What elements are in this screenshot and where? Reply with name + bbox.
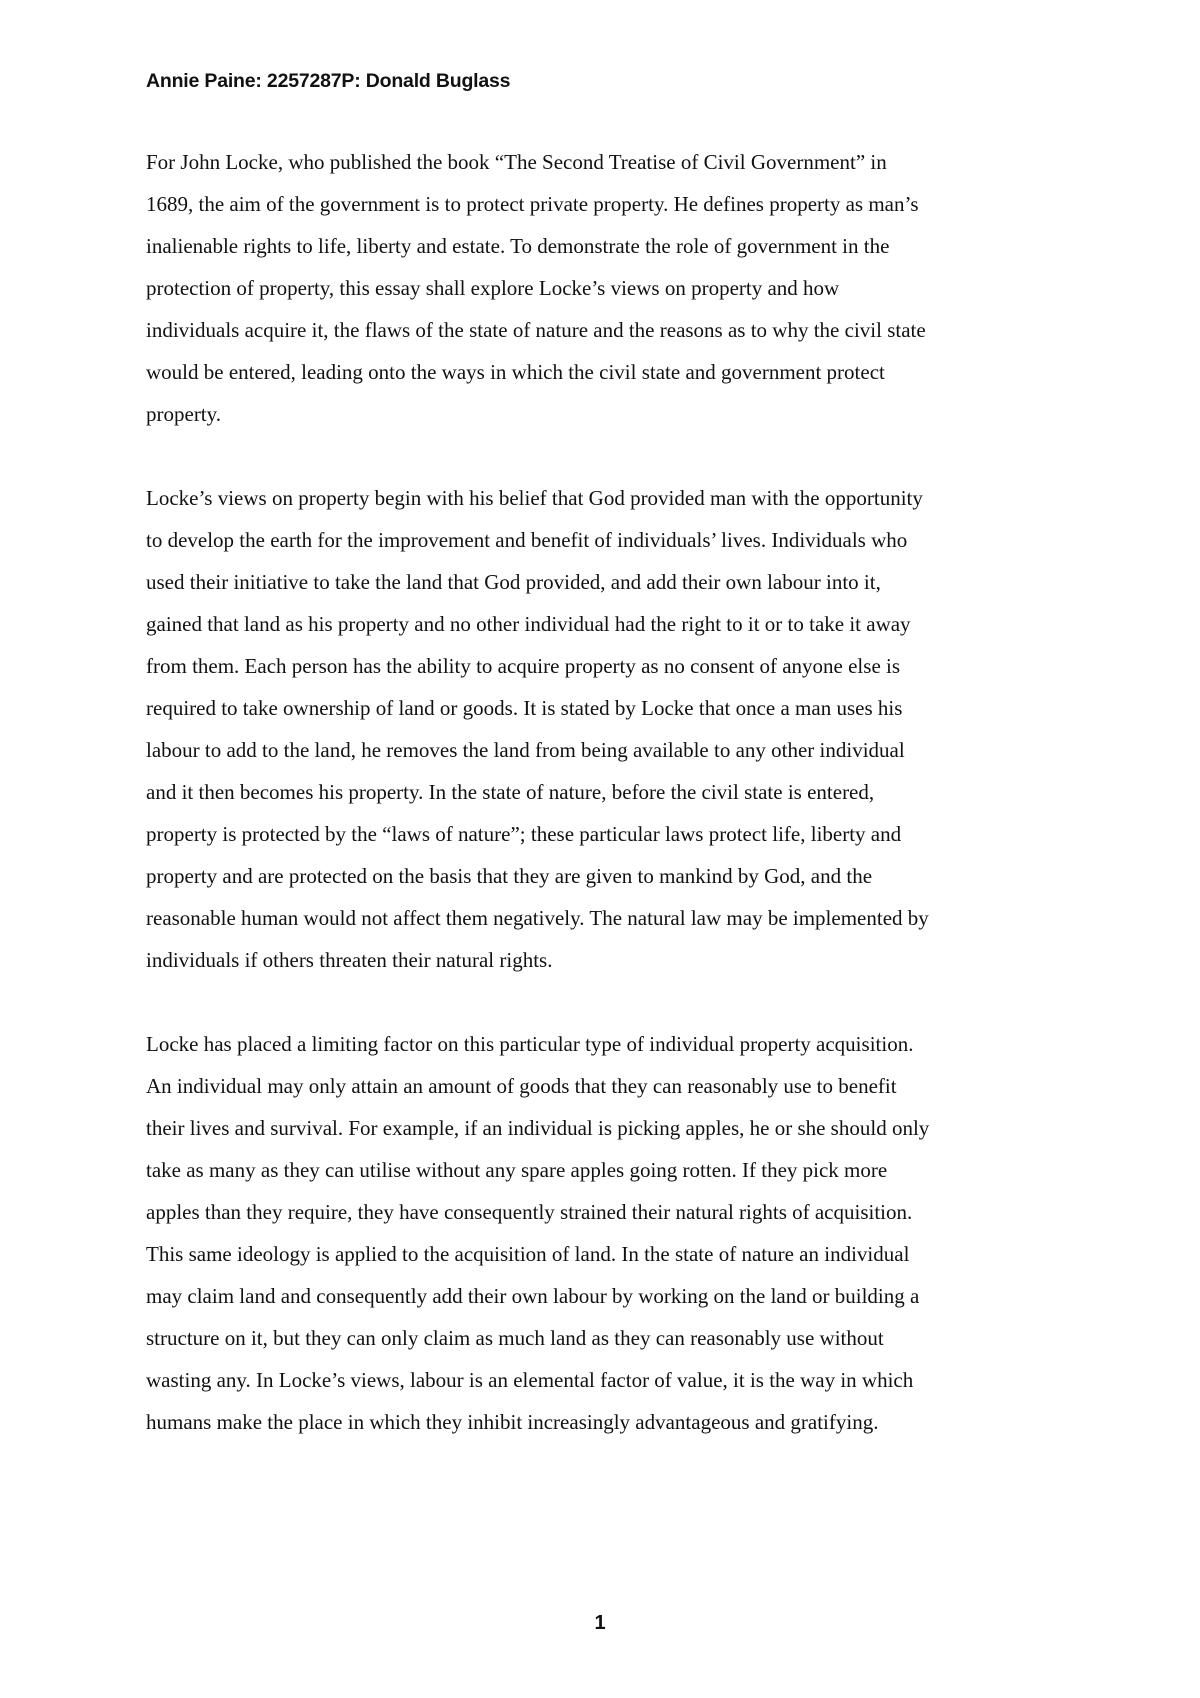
paragraph-3 — [146, 1023, 1068, 1443]
text-line: take as many as they can utilise without any spare apples going rotten. If they pick more — [146, 1158, 888, 1182]
text-line: An individual may only attain an amount of goods that they can reasonably use to benefit — [146, 1074, 897, 1098]
text-line: humans make the place in which they inhibit increasingly advantageous and gratifying. — [146, 1410, 879, 1434]
text-line: For John Locke, who published the book “The Second Treatise of Civil Government” in — [146, 150, 887, 174]
text-line: individuals acquire it, the flaws of the state of nature and the reasons as to why the civil state — [146, 318, 926, 342]
text-line: their lives and survival. For example, if an individual is picking apples, he or she should only — [146, 1116, 930, 1140]
text-line: apples than they require, they have consequently strained their natural rights of acquisition. — [146, 1200, 913, 1224]
text-line: to develop the earth for the improvement and benefit of individuals’ lives. Individuals who — [146, 528, 908, 552]
document-header: Annie Paine: 2257287P: Donald Buglass — [146, 70, 511, 92]
text-line: protection of property, this essay shall explore Locke’s views on property and how — [146, 276, 840, 300]
text-line: Locke has placed a limiting factor on this particular type of individual property acquisition. — [146, 1032, 914, 1056]
text-line: property and are protected on the basis that they are given to mankind by God, and the — [146, 864, 873, 888]
text-line: wasting any. In Locke’s views, labour is an elemental factor of value, it is the way in which — [146, 1368, 914, 1392]
paragraph-1 — [146, 141, 1068, 435]
text-line: used their initiative to take the land that God provided, and add their own labour into it, — [146, 570, 881, 594]
text-line: may claim land and consequently add their own labour by working on the land or building a — [146, 1284, 920, 1308]
text-line: 1689, the aim of the government is to protect private property. He defines property as man’s — [146, 192, 919, 216]
text-line: would be entered, leading onto the ways in which the civil state and government protect — [146, 360, 885, 384]
text-line: property. — [146, 402, 222, 426]
text-line: structure on it, but they can only claim as much land as they can reasonably use without — [146, 1326, 884, 1350]
text-line: inalienable rights to life, liberty and estate. To demonstrate the role of government in the — [146, 234, 890, 258]
text-line: individuals if others threaten their natural rights. — [146, 948, 553, 972]
document-body — [146, 141, 1068, 1443]
text-line: property is protected by the “laws of nature”; these particular laws protect life, liberty and — [146, 822, 902, 846]
text-line: and it then becomes his property. In the state of nature, before the civil state is entered, — [146, 780, 875, 804]
text-line: labour to add to the land, he removes the land from being available to any other individual — [146, 738, 905, 762]
paragraph-2 — [146, 477, 1068, 981]
text-line: gained that land as his property and no other individual had the right to it or to take it away — [146, 612, 911, 636]
page-number: 1 — [594, 1612, 606, 1634]
text-line: This same ideology is applied to the acquisition of land. In the state of nature an individual — [146, 1242, 910, 1266]
text-line: reasonable human would not affect them negatively. The natural law may be implemented by — [146, 906, 929, 930]
text-line: from them. Each person has the ability to acquire property as no consent of anyone else is — [146, 654, 901, 678]
text-line: required to take ownership of land or goods. It is stated by Locke that once a man uses his — [146, 696, 903, 720]
text-line: Locke’s views on property begin with his belief that God provided man with the opportunity — [146, 486, 923, 510]
